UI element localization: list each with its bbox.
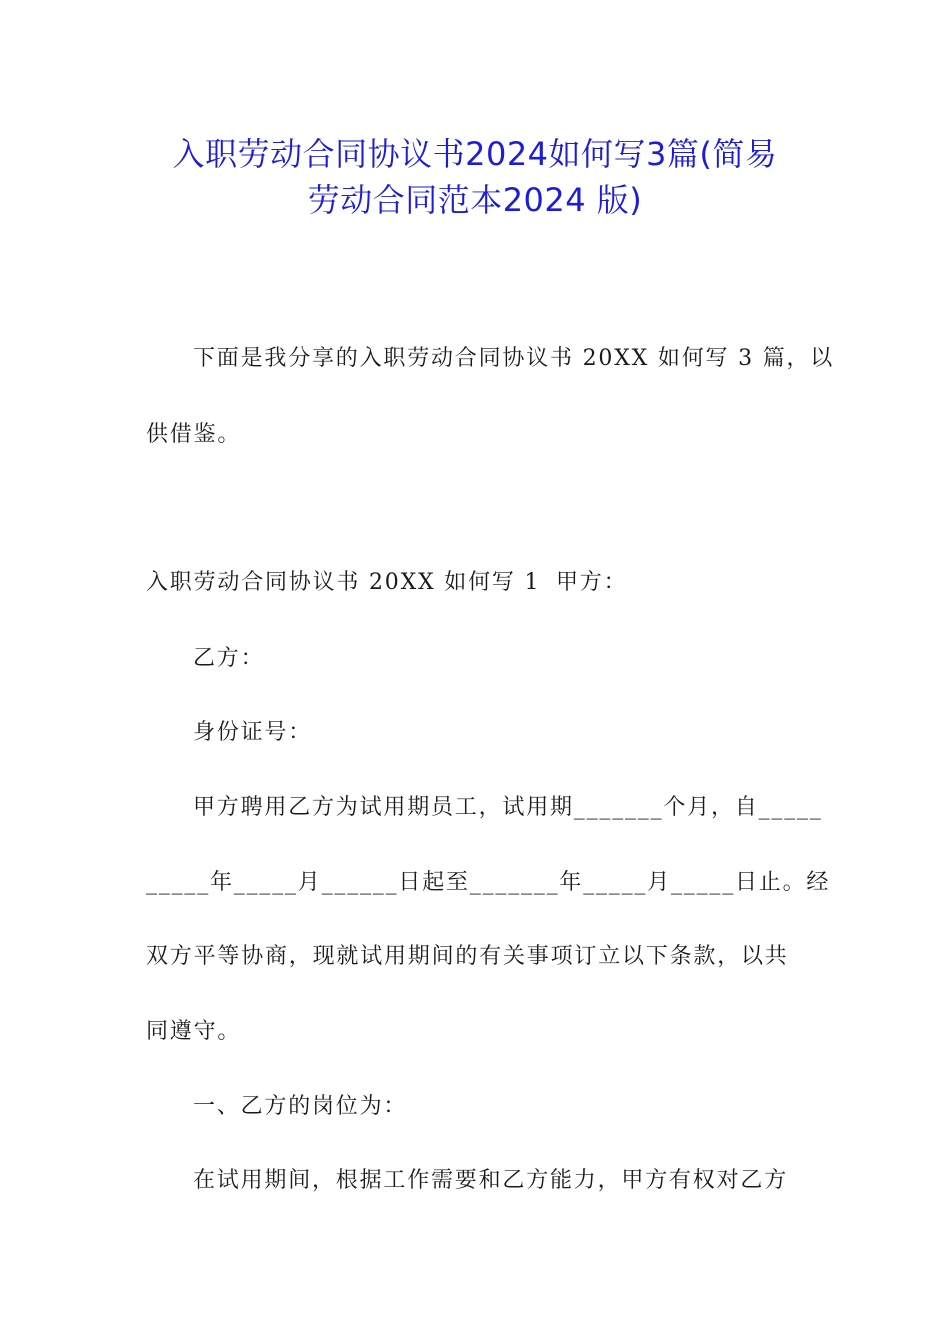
paragraph-line-1: 甲方聘用乙方为试用期员工，试用期_______个月，自_____	[193, 795, 823, 820]
intro-line-1: 下面是我分享的入职劳动合同协议书 20XX 如何写 3 篇，以	[193, 346, 835, 371]
section-heading: 入职劳动合同协议书 20XX 如何写 1	[146, 570, 541, 595]
document-title-line-2: 劳动合同范本2024 版)	[307, 181, 643, 219]
intro-line-2: 供借鉴。	[146, 422, 242, 447]
paragraph-line-4: 同遵守。	[146, 1019, 242, 1044]
paragraph-line-2: _____年_____月______日起至_______年_____月_____日止。经	[146, 870, 831, 895]
document-title-line-1: 入职劳动合同协议书2024如何写3篇(简易	[172, 135, 778, 173]
id-number-label: 身份证号：	[193, 720, 313, 745]
clause-1-text: 在试用期间，根据工作需要和乙方能力，甲方有权对乙方	[193, 1168, 789, 1193]
party-a-label: 甲方：	[556, 570, 628, 595]
clause-1-heading: 一、乙方的岗位为：	[193, 1094, 408, 1119]
paragraph-line-3: 双方平等协商，现就试用期间的有关事项订立以下条款，以共	[146, 944, 789, 969]
party-b-label: 乙方：	[193, 646, 265, 671]
